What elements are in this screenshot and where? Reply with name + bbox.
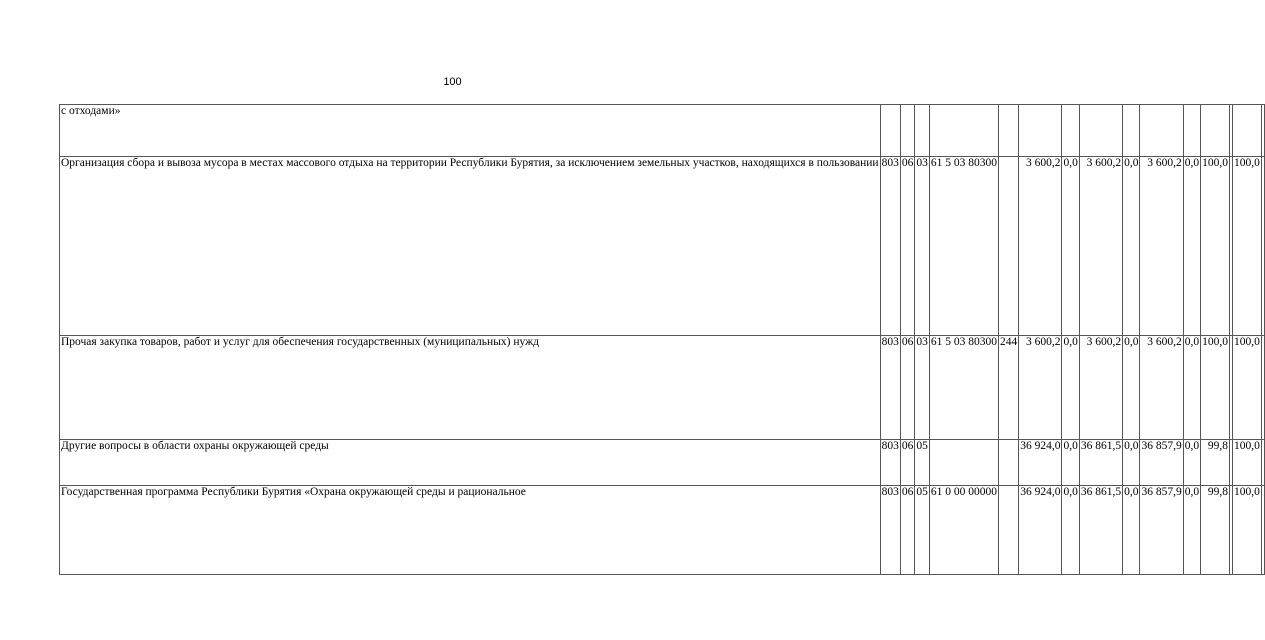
value-3: 36 861,5: [1079, 486, 1122, 575]
empty-cell: [1261, 105, 1264, 157]
percent-2: [1232, 105, 1261, 157]
rz-code: 06: [900, 486, 915, 575]
csr-code: [929, 440, 998, 486]
value-1: 36 924,0: [1019, 486, 1062, 575]
csr-code: 61 5 03 80300: [929, 157, 998, 336]
row-name: Государственная программа Республики Бурятия «Охрана окружающей среды и рациональное: [60, 486, 881, 575]
value-2: 0,0: [1062, 486, 1079, 575]
value-2: 0,0: [1062, 440, 1079, 486]
value-3: 3 600,2: [1079, 157, 1122, 336]
rz-code: 06: [900, 336, 915, 440]
value-1: 3 600,2: [1019, 157, 1062, 336]
rz-code: 06: [900, 440, 915, 486]
value-2: 0,0: [1062, 336, 1079, 440]
vr-code: 244: [998, 336, 1018, 440]
pr-code: 03: [915, 157, 930, 336]
rz-code: [900, 105, 915, 157]
row-name: Организация сбора и вывоза мусора в местах массового отдыха на территории Республики Бурятия, за исключением земельных участков, находящихся в пользовании: [60, 157, 881, 336]
budget-table: [59, 104, 1265, 575]
percent-1: 99,8: [1201, 486, 1230, 575]
percent-1: 100,0: [1201, 336, 1230, 440]
value-6: 0,0: [1183, 336, 1200, 440]
table-row: [60, 486, 1265, 575]
value-6: 0,0: [1183, 440, 1200, 486]
vr-code: [998, 440, 1018, 486]
percent-2: 100,0: [1232, 157, 1261, 336]
value-4: 0,0: [1123, 440, 1140, 486]
percent-1: 100,0: [1201, 157, 1230, 336]
vr-code: [998, 157, 1018, 336]
value-4: 0,0: [1123, 157, 1140, 336]
value-3: 3 600,2: [1079, 336, 1122, 440]
percent-1: 99,8: [1201, 440, 1230, 486]
value-6: 0,0: [1183, 486, 1200, 575]
pr-code: 05: [915, 486, 930, 575]
percent-2: 100,0: [1232, 440, 1261, 486]
table-row: [60, 105, 1265, 157]
empty-cell: [1261, 440, 1264, 486]
value-4: 0,0: [1123, 336, 1140, 440]
empty-cell: [1261, 157, 1264, 336]
value-6: 0,0: [1183, 157, 1200, 336]
pr-code: 03: [915, 336, 930, 440]
empty-cell: [1261, 486, 1264, 575]
value-5: 36 857,9: [1140, 486, 1183, 575]
ved-code: 803: [880, 440, 900, 486]
ved-code: 803: [880, 336, 900, 440]
vr-code: [998, 486, 1018, 575]
empty-cell: [1261, 336, 1264, 440]
value-3: 36 861,5: [1079, 440, 1122, 486]
csr-code: 61 0 00 00000: [929, 486, 998, 575]
vr-code: [998, 105, 1018, 157]
value-4: 0,0: [1123, 486, 1140, 575]
table-row: [60, 336, 1265, 440]
pr-code: [915, 105, 930, 157]
value-5: 3 600,2: [1140, 336, 1183, 440]
value-5: [1140, 105, 1183, 157]
value-4: [1123, 105, 1140, 157]
csr-code: [929, 105, 998, 157]
row-name: Прочая закупка товаров, работ и услуг для обеспечения государственных (муниципальных) нужд: [60, 336, 881, 440]
value-2: 0,0: [1062, 157, 1079, 336]
value-2: [1062, 105, 1079, 157]
ved-code: [880, 105, 900, 157]
table-row: [60, 440, 1265, 486]
value-1: 3 600,2: [1019, 336, 1062, 440]
table-row: [60, 157, 1265, 336]
ved-code: 803: [880, 157, 900, 336]
percent-2: 100,0: [1232, 336, 1261, 440]
value-6: [1183, 105, 1200, 157]
value-1: [1019, 105, 1062, 157]
value-5: 36 857,9: [1140, 440, 1183, 486]
percent-2: 100,0: [1232, 486, 1261, 575]
value-5: 3 600,2: [1140, 157, 1183, 336]
row-name: с отходами»: [60, 105, 881, 157]
rz-code: 06: [900, 157, 915, 336]
page-number: 100: [443, 76, 462, 88]
percent-1: [1201, 105, 1230, 157]
value-3: [1079, 105, 1122, 157]
row-name: Другие вопросы в области охраны окружающей среды: [60, 440, 881, 486]
value-1: 36 924,0: [1019, 440, 1062, 486]
ved-code: 803: [880, 486, 900, 575]
csr-code: 61 5 03 80300: [929, 336, 998, 440]
pr-code: 05: [915, 440, 930, 486]
